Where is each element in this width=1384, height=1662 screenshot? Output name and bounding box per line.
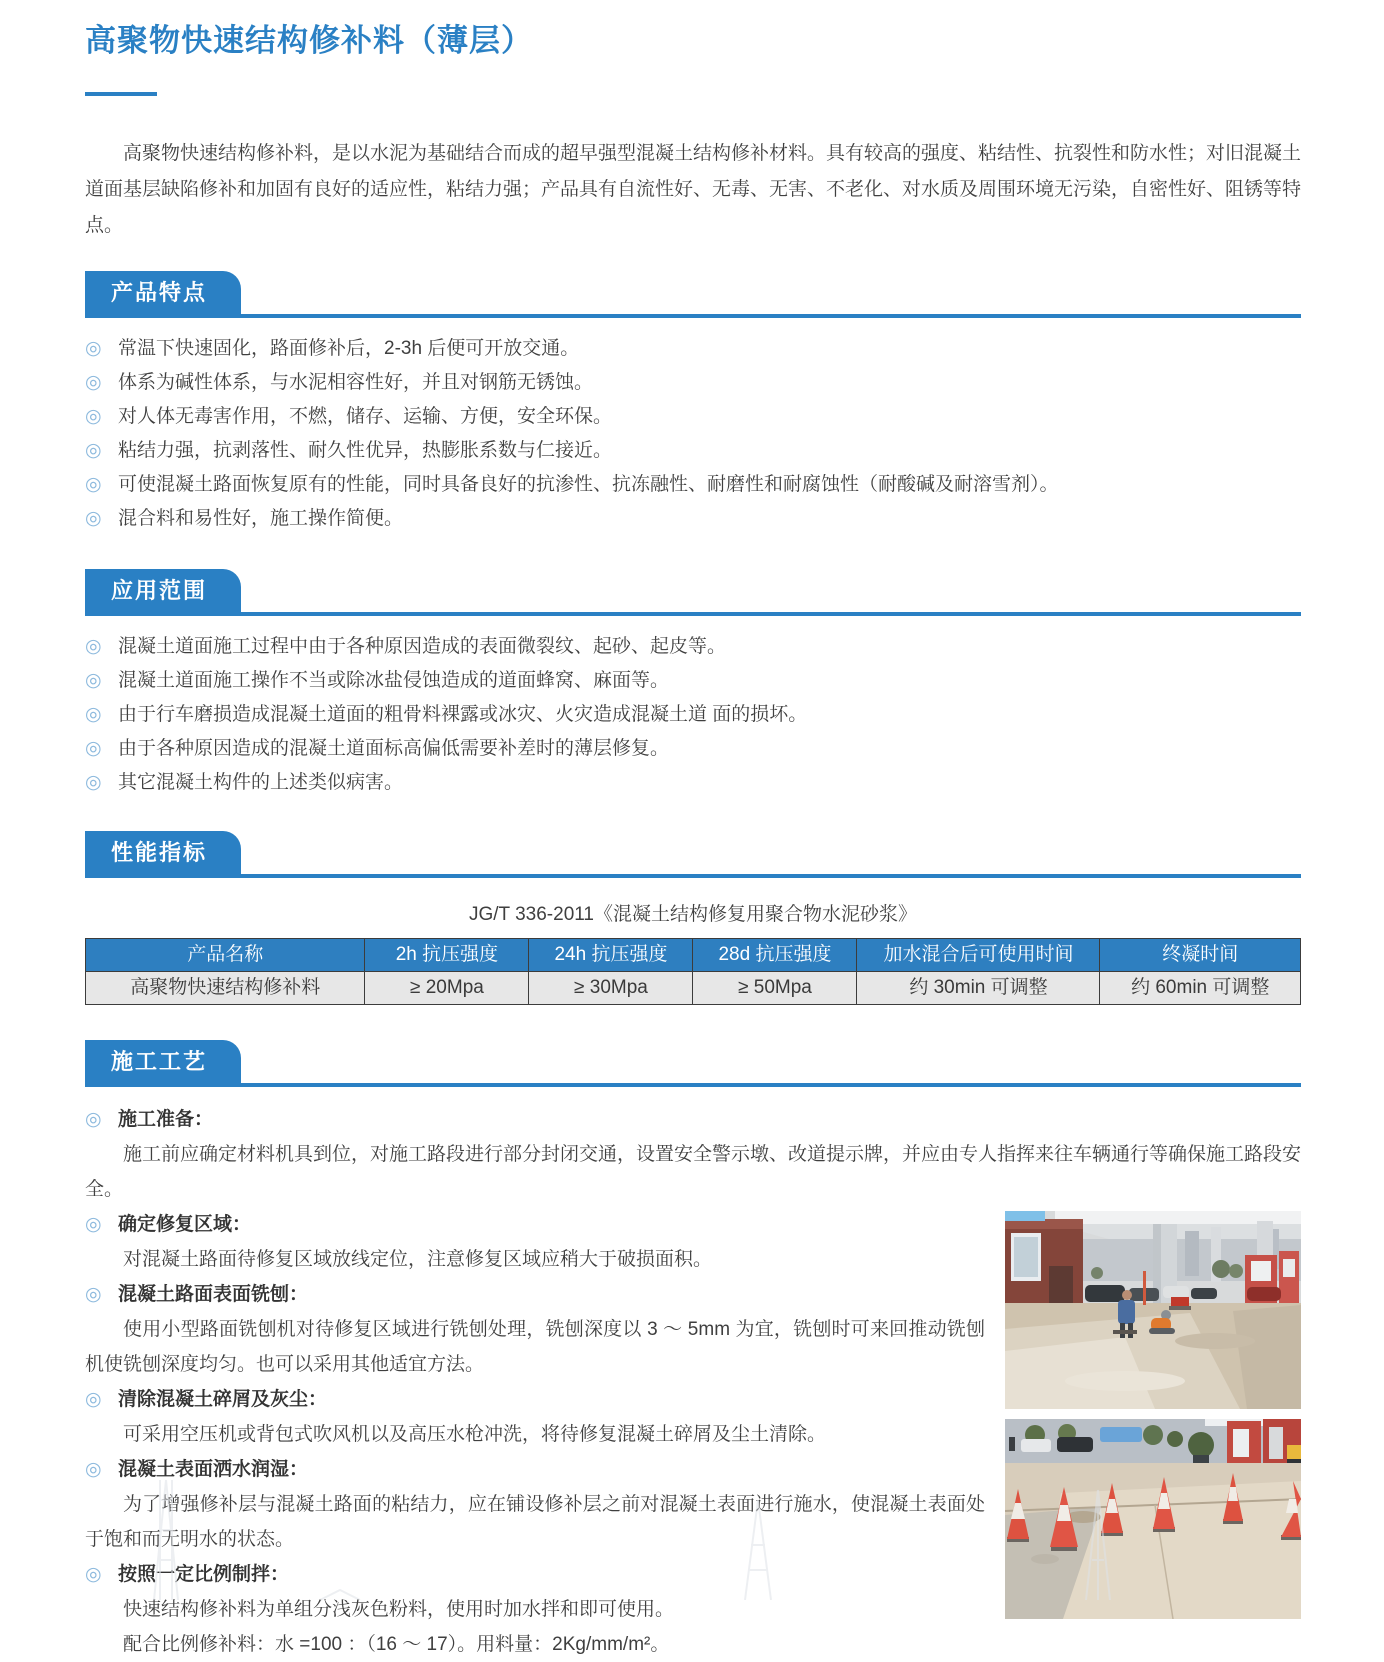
feature-item [85,434,1301,468]
bullet-icon: ◎ [85,1109,102,1130]
bullet-icon: ◎ [85,406,102,427]
bullet-icon: ◎ [85,508,102,529]
construction-step-paragraph: 使用小型路面铣刨机对待修复区域进行铣刨处理，铣刨深度以 3 ～ 5mm 为宜，铣刨时可来回推动铣刨机使铣刨深度均匀。也可以采用其他适宜方法。 [85,1319,985,1375]
construction-step [85,1103,1301,1207]
construction-step-paragraph: 可采用空压机或背包式吹风机以及高压水枪冲洗，将待修复混凝土碎屑及尘土清除。 [123,1424,827,1445]
page-title: 高聚物快速结构修补料（薄层） [85,23,533,58]
table-cell: ≥ 30Mpa [529,972,693,1005]
table-header-cell: 产品名称 [86,939,365,972]
application-item-text: 混凝土道面施工操作不当或除冰盐侵蚀造成的道面蜂窝、麻面等。 [118,670,670,691]
table-header-cell: 终凝时间 [1100,939,1301,972]
bullet-icon: ◎ [85,338,102,359]
feature-item-text: 对人体无毒害作用，不燃，储存、运输、方便，安全环保。 [118,406,613,427]
bullet-icon: ◎ [85,772,102,793]
section-application-scope [85,569,1301,800]
bullet-icon: ◎ [85,474,102,495]
construction-step-label [85,1558,1301,1592]
section-construction-process [85,1040,1301,1662]
table-header-cell: 24h 抗压强度 [529,939,693,972]
application-item [85,630,1301,664]
section-header-rule [85,569,1301,616]
feature-item-text: 粘结力强，抗剥落性、耐久性优异，热膨胀系数与仁接近。 [118,440,613,461]
table-cell: ≥ 50Mpa [693,972,857,1005]
bullet-icon: ◎ [85,738,102,759]
bullet-icon: ◎ [85,1459,102,1480]
section-header-rule [85,831,1301,878]
intro-paragraph: 高聚物快速结构修补料，是以水泥为基础结合而成的超早强型混凝土结构修补材料。具有较高的强度、粘结性、抗裂性和防水性；对旧混凝土道面基层缺陷修补和加固有良好的适应性，粘结力强；产品具有自流性好、无毒、无害、不老化、对水质及周围环境无污染，自密性好、阻锈等特点。 [85,143,1302,236]
bullet-icon: ◎ [85,1284,102,1305]
bullet-icon: ◎ [85,1389,102,1410]
bullet-icon: ◎ [85,704,102,725]
application-item-text: 其它混凝土构件的上述类似病害。 [118,772,404,793]
construction-step-first [85,1103,1301,1207]
performance-table [85,938,1301,1005]
construction-step-label-text: 确定修复区域： [118,1214,252,1235]
application-item-text: 混凝土道面施工过程中由于各种原因造成的表面微裂纹、起砂、起皮等。 [118,636,727,657]
bullet-icon: ◎ [85,1214,102,1235]
application-item [85,698,1301,732]
bullet-icon: ◎ [85,636,102,657]
section-header-rule [85,1040,1301,1087]
construction-step-label-text: 混凝土表面洒水润湿： [118,1459,309,1480]
construction-step-label-text: 施工准备： [118,1109,214,1130]
section-badge-construction: 施工工艺 [85,1040,241,1083]
feature-item-text: 可使混凝土路面恢复原有的性能，同时具备良好的抗渗性、抗冻融性、耐磨性和耐腐蚀性（耐酸碱及耐溶雪剂）。 [118,474,1059,495]
feature-item [85,366,1301,400]
application-item [85,664,1301,698]
document-content [85,0,1301,1662]
construction-step-paragraph: 快速结构修补料为单组分浅灰色粉料，使用时加水拌和即可使用。 [123,1599,675,1620]
performance-standard-caption: JG/T 336-2011《混凝土结构修复用聚合物水泥砂浆》 [469,904,917,925]
application-item-text: 由于各种原因造成的混凝土道面标高偏低需要补差时的薄层修复。 [118,738,670,759]
construction-step-label-text: 清除混凝土碎屑及灰尘： [118,1389,328,1410]
bullet-icon: ◎ [85,440,102,461]
feature-item-text: 体系为碱性体系，与水泥相容性好，并且对钢筋无锈蚀。 [118,372,594,393]
bullet-icon: ◎ [85,670,102,691]
table-header-row [86,939,1301,972]
feature-item-text: 常温下快速固化，路面修补后，2-3h 后便可开放交通。 [118,338,580,359]
table-cell: 约 60min 可调整 [1100,972,1301,1005]
section-badge-features: 产品特点 [85,271,241,314]
section-product-features [85,271,1301,536]
construction-step-label-text: 混凝土路面表面铣刨： [118,1284,309,1305]
bullet-icon: ◎ [85,1564,102,1585]
table-cell: ≥ 20Mpa [365,972,529,1005]
construction-step-paragraph: 为了增强修补层与混凝土路面的粘结力，应在铺设修补层之前对混凝土表面进行施水，使混凝土表面处于饱和而无明水的状态。 [85,1494,985,1550]
section-badge-performance: 性能指标 [85,831,241,874]
features-list [85,332,1301,536]
bullet-icon: ◎ [85,372,102,393]
table-row [86,972,1301,1005]
construction-content [85,1103,1301,1662]
construction-step-label [85,1208,1301,1242]
construction-step-paragraph: 配合比例修补料：水 =100 ：（16 ～ 17）。用料量：2Kg/mm/m²。 [123,1634,670,1655]
feature-item [85,400,1301,434]
application-item-text: 由于行车磨损造成混凝土道面的粗骨料裸露或冰灾、火灾造成混凝土道 面的损坏。 [118,704,808,725]
table-header-cell: 加水混合后可使用时间 [857,939,1100,972]
feature-item [85,332,1301,366]
feature-item [85,468,1301,502]
feature-item-text: 混合料和易性好，施工操作简便。 [118,508,404,529]
title-underline [85,92,157,96]
construction-step-paragraph: 对混凝土路面待修复区域放线定位，注意修复区域应稍大于破损面积。 [123,1249,713,1270]
construction-step-label [85,1103,1301,1137]
table-cell: 高聚物快速结构修补料 [86,972,365,1005]
performance-table-body [86,972,1301,1005]
section-performance [85,831,1301,1005]
applications-list [85,630,1301,800]
construction-step-label-text: 按照一定比例制拌： [118,1564,290,1585]
section-header-rule [85,271,1301,318]
table-header-cell: 2h 抗压强度 [365,939,529,972]
section-badge-applications: 应用范围 [85,569,241,612]
construction-step-label [85,1278,1301,1312]
feature-item [85,502,1301,536]
construction-step-paragraph: 施工前应确定材料机具到位，对施工路段进行部分封闭交通，设置安全警示墩、改道提示牌，并应由专人指挥来往车辆通行等确保施工路段安全。 [85,1144,1302,1200]
table-cell: 约 30min 可调整 [857,972,1100,1005]
application-item [85,732,1301,766]
application-item [85,766,1301,800]
construction-step-label [85,1453,1301,1487]
performance-table-head [86,939,1301,972]
table-header-cell: 28d 抗压强度 [693,939,857,972]
construction-step-label [85,1383,1301,1417]
